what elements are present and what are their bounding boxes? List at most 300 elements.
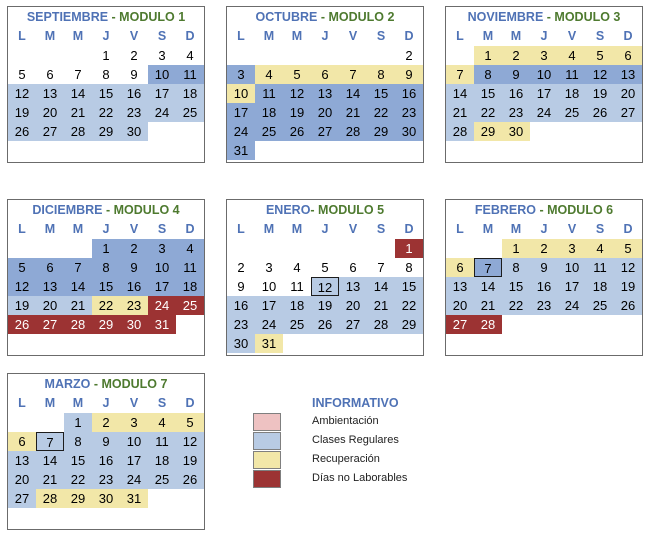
day-cell: 19: [8, 296, 36, 315]
day-cell: 16: [227, 296, 255, 315]
day-cell: 26: [8, 315, 36, 334]
day-cell: 18: [148, 451, 176, 470]
day-cell: 29: [395, 315, 423, 334]
day-cell: 17: [148, 84, 176, 103]
day-cell: 9: [130, 67, 138, 82]
day-cell: 1: [395, 239, 423, 258]
day-cell: 26: [586, 103, 614, 122]
day-cell: 21: [367, 296, 395, 315]
weekday-header: D: [623, 29, 633, 43]
day-cell: 25: [283, 315, 311, 334]
weekday-header: V: [129, 29, 139, 43]
empty-cell: [255, 46, 283, 65]
day-cell: 31: [255, 334, 283, 353]
day-cell: 14: [64, 84, 92, 103]
day-cell: 12: [8, 84, 36, 103]
calendar-noviembre: [445, 6, 643, 163]
day-cell: 19: [8, 103, 36, 122]
day-cell: 24: [255, 315, 283, 334]
day-cell: 28: [64, 122, 92, 141]
day-cell: 14: [446, 84, 474, 103]
weekday-header: J: [540, 222, 548, 236]
calendar-title: NOVIEMBRE - MODULO 3: [467, 10, 621, 24]
day-cell: 13: [8, 451, 36, 470]
day-cell: 12: [586, 65, 614, 84]
day-cell: 22: [474, 103, 502, 122]
day-cell: 26: [614, 296, 642, 315]
day-cell: 19: [176, 451, 204, 470]
day-cell: 11: [255, 84, 283, 103]
empty-cell: [36, 413, 64, 432]
day-cell: 25: [255, 122, 283, 141]
day-cell: 5: [18, 67, 26, 82]
day-cell: 23: [92, 470, 120, 489]
day-cell: 12: [311, 277, 339, 296]
day-cell: 23: [530, 296, 558, 315]
empty-cell: [367, 46, 395, 65]
empty-cell: [255, 239, 283, 258]
empty-cell: [446, 239, 474, 258]
day-cell: 13: [339, 277, 367, 296]
calendar-febrero: [445, 199, 643, 356]
day-cell: 16: [502, 84, 530, 103]
weekday-header: V: [129, 396, 139, 410]
weekday-header: L: [237, 222, 245, 236]
day-cell: 22: [92, 296, 120, 315]
weekday-header: S: [157, 396, 167, 410]
calendar-septiembre: [7, 6, 205, 163]
day-cell: 5: [8, 258, 36, 277]
day-cell: 30: [227, 334, 255, 353]
day-cell: 14: [339, 84, 367, 103]
day-cell: 23: [227, 315, 255, 334]
weekday-header: J: [321, 222, 329, 236]
day-cell: 27: [614, 103, 642, 122]
day-cell: 10: [148, 65, 176, 84]
day-cell: 13: [446, 277, 474, 296]
legend-swatch: [253, 451, 281, 469]
day-cell: 9: [502, 65, 530, 84]
day-cell: 30: [120, 122, 148, 141]
empty-cell: [8, 46, 36, 65]
day-cell: 21: [446, 103, 474, 122]
weekday-header: L: [18, 29, 26, 43]
day-cell: 9: [395, 65, 423, 84]
empty-cell: [148, 122, 176, 141]
day-cell: 15: [367, 84, 395, 103]
day-cell: 18: [255, 103, 283, 122]
empty-cell: [283, 46, 311, 65]
day-cell: 20: [8, 470, 36, 489]
empty-cell: [446, 46, 474, 65]
weekday-header: S: [376, 29, 386, 43]
day-cell: 13: [36, 277, 64, 296]
empty-cell: [36, 239, 64, 258]
calendar-grid: [8, 394, 204, 508]
legend-swatch: [253, 470, 281, 488]
day-cell: 15: [64, 451, 92, 470]
day-cell: 4: [186, 48, 194, 63]
day-cell: 9: [237, 279, 245, 294]
day-cell: 18: [176, 84, 204, 103]
weekday-header: J: [102, 29, 110, 43]
day-cell: 8: [64, 432, 92, 451]
empty-cell: [227, 239, 255, 258]
legend-title: INFORMATIVO: [312, 396, 399, 410]
day-cell: 22: [502, 296, 530, 315]
day-cell: 16: [530, 277, 558, 296]
day-cell: 7: [74, 67, 82, 82]
day-cell: 17: [148, 277, 176, 296]
weekday-header: M: [72, 396, 84, 410]
weekday-header: M: [72, 29, 84, 43]
day-cell: 4: [255, 65, 283, 84]
day-cell: 26: [311, 315, 339, 334]
day-cell: 19: [586, 84, 614, 103]
day-cell: 20: [339, 296, 367, 315]
day-cell: 23: [395, 103, 423, 122]
day-cell: 24: [120, 470, 148, 489]
day-cell: 5: [176, 413, 204, 432]
day-cell: 16: [120, 277, 148, 296]
day-cell: 2: [502, 46, 530, 65]
legend-label: Clases Regulares: [312, 434, 399, 446]
day-cell: 8: [92, 258, 120, 277]
calendar-grid: [446, 27, 642, 141]
day-cell: 6: [36, 258, 64, 277]
weekday-header: S: [595, 29, 605, 43]
weekday-header: S: [376, 222, 386, 236]
day-cell: 25: [176, 296, 204, 315]
weekday-header: L: [237, 29, 245, 43]
empty-cell: [176, 122, 204, 141]
weekday-header: M: [291, 222, 303, 236]
day-cell: 20: [446, 296, 474, 315]
day-cell: 25: [176, 103, 204, 122]
day-cell: 4: [148, 413, 176, 432]
weekday-header: V: [567, 29, 577, 43]
day-cell: 23: [120, 296, 148, 315]
day-cell: 17: [227, 103, 255, 122]
day-cell: 10: [120, 432, 148, 451]
day-cell: 12: [283, 84, 311, 103]
empty-cell: [558, 122, 586, 141]
day-cell: 28: [474, 315, 502, 334]
day-cell: 23: [502, 103, 530, 122]
day-cell: 30: [92, 489, 120, 508]
weekday-header: D: [185, 396, 195, 410]
calendar-title: MARZO - MODULO 7: [44, 377, 168, 391]
calendar-grid: [446, 220, 642, 334]
day-cell: 15: [92, 277, 120, 296]
empty-cell: [558, 315, 586, 334]
calendar-grid: [8, 220, 204, 334]
day-cell: 12: [614, 258, 642, 277]
day-cell: 29: [367, 122, 395, 141]
empty-cell: [8, 413, 36, 432]
day-cell: 14: [474, 277, 502, 296]
empty-cell: [339, 239, 367, 258]
day-cell: 3: [265, 260, 273, 275]
calendar-grid: [8, 27, 204, 141]
empty-cell: [586, 315, 614, 334]
day-cell: 8: [102, 67, 110, 82]
day-cell: 28: [339, 122, 367, 141]
empty-cell: [614, 315, 642, 334]
day-cell: 1: [102, 48, 110, 63]
day-cell: 4: [293, 260, 301, 275]
day-cell: 29: [64, 489, 92, 508]
day-cell: 3: [227, 65, 255, 84]
day-cell: 6: [614, 46, 642, 65]
day-cell: 29: [92, 122, 120, 141]
weekday-header: M: [263, 222, 275, 236]
day-cell: 15: [502, 277, 530, 296]
empty-cell: [395, 334, 423, 353]
day-cell: 4: [558, 46, 586, 65]
empty-cell: [502, 315, 530, 334]
empty-cell: [283, 239, 311, 258]
day-cell: 21: [64, 296, 92, 315]
day-cell: 5: [614, 239, 642, 258]
empty-cell: [339, 334, 367, 353]
day-cell: 20: [311, 103, 339, 122]
day-cell: 11: [148, 432, 176, 451]
day-cell: 31: [227, 141, 255, 160]
calendar-grid: [227, 27, 423, 160]
legend-swatch: [253, 413, 281, 431]
weekday-header: L: [456, 222, 464, 236]
day-cell: 17: [558, 277, 586, 296]
day-cell: 25: [148, 470, 176, 489]
day-cell: 7: [36, 432, 64, 451]
calendar-grid: [227, 220, 423, 353]
day-cell: 16: [395, 84, 423, 103]
weekday-header: J: [102, 222, 110, 236]
day-cell: 7: [339, 65, 367, 84]
empty-cell: [64, 46, 92, 65]
day-cell: 17: [530, 84, 558, 103]
day-cell: 3: [158, 48, 166, 63]
weekday-header: M: [263, 29, 275, 43]
day-cell: 26: [283, 122, 311, 141]
empty-cell: [176, 315, 204, 334]
day-cell: 30: [502, 122, 530, 141]
weekday-header: V: [129, 222, 139, 236]
day-cell: 10: [148, 258, 176, 277]
calendar-enero: [226, 199, 424, 356]
day-cell: 22: [367, 103, 395, 122]
day-cell: 15: [474, 84, 502, 103]
day-cell: 13: [36, 84, 64, 103]
day-cell: 7: [446, 65, 474, 84]
weekday-header: L: [18, 222, 26, 236]
day-cell: 21: [474, 296, 502, 315]
empty-cell: [395, 141, 423, 160]
weekday-header: V: [348, 29, 358, 43]
day-cell: 9: [530, 258, 558, 277]
day-cell: 22: [395, 296, 423, 315]
day-cell: 6: [46, 67, 54, 82]
calendar-title: OCTUBRE - MODULO 2: [255, 10, 395, 24]
day-cell: 15: [92, 84, 120, 103]
day-cell: 10: [530, 65, 558, 84]
day-cell: 19: [311, 296, 339, 315]
day-cell: 5: [586, 46, 614, 65]
legend-swatch: [253, 432, 281, 450]
empty-cell: [64, 239, 92, 258]
day-cell: 11: [176, 258, 204, 277]
day-cell: 28: [446, 122, 474, 141]
legend-label: Ambientación: [312, 415, 379, 427]
empty-cell: [474, 239, 502, 258]
day-cell: 18: [586, 277, 614, 296]
calendar-title: SEPTIEMBRE - MODULO 1: [26, 10, 186, 24]
day-cell: 6: [8, 432, 36, 451]
day-cell: 22: [64, 470, 92, 489]
day-cell: 10: [558, 258, 586, 277]
day-cell: 11: [586, 258, 614, 277]
day-cell: 5: [283, 65, 311, 84]
empty-cell: [614, 122, 642, 141]
day-cell: 18: [176, 277, 204, 296]
day-cell: 12: [8, 277, 36, 296]
empty-cell: [367, 334, 395, 353]
weekday-header: M: [510, 222, 522, 236]
day-cell: 25: [558, 103, 586, 122]
day-cell: 4: [176, 239, 204, 258]
day-cell: 1: [92, 239, 120, 258]
calendar-marzo: [7, 373, 205, 530]
weekday-header: M: [44, 396, 56, 410]
weekday-header: D: [185, 222, 195, 236]
day-cell: 15: [395, 277, 423, 296]
day-cell: 1: [64, 413, 92, 432]
empty-cell: [227, 46, 255, 65]
day-cell: 8: [474, 65, 502, 84]
day-cell: 23: [120, 103, 148, 122]
empty-cell: [367, 141, 395, 160]
empty-cell: [148, 489, 176, 508]
empty-cell: [339, 46, 367, 65]
day-cell: 24: [530, 103, 558, 122]
day-cell: 12: [176, 432, 204, 451]
empty-cell: [176, 489, 204, 508]
day-cell: 16: [92, 451, 120, 470]
day-cell: 21: [64, 103, 92, 122]
day-cell: 31: [120, 489, 148, 508]
weekday-header: J: [102, 396, 110, 410]
day-cell: 20: [36, 103, 64, 122]
legend-label: Recuperación: [312, 453, 380, 465]
day-cell: 7: [377, 260, 385, 275]
day-cell: 27: [446, 315, 474, 334]
empty-cell: [586, 122, 614, 141]
legend-label: Días no Laborables: [312, 472, 408, 484]
weekday-header: M: [44, 222, 56, 236]
day-cell: 25: [586, 296, 614, 315]
day-cell: 18: [283, 296, 311, 315]
day-cell: 27: [36, 122, 64, 141]
day-cell: 2: [530, 239, 558, 258]
day-cell: 24: [148, 103, 176, 122]
day-cell: 2: [120, 239, 148, 258]
calendar-title: ENERO- MODULO 5: [265, 203, 385, 217]
empty-cell: [339, 141, 367, 160]
weekday-header: M: [510, 29, 522, 43]
day-cell: 30: [395, 122, 423, 141]
weekday-header: J: [321, 29, 329, 43]
weekday-header: J: [540, 29, 548, 43]
day-cell: 29: [92, 315, 120, 334]
day-cell: 28: [64, 315, 92, 334]
day-cell: 19: [614, 277, 642, 296]
day-cell: 21: [339, 103, 367, 122]
weekday-header: V: [348, 222, 358, 236]
day-cell: 22: [92, 103, 120, 122]
day-cell: 27: [36, 315, 64, 334]
calendar-title: DICIEMBRE - MODULO 4: [32, 203, 180, 217]
day-cell: 18: [558, 84, 586, 103]
day-cell: 4: [586, 239, 614, 258]
day-cell: 26: [176, 470, 204, 489]
weekday-header: S: [157, 29, 167, 43]
empty-cell: [8, 239, 36, 258]
day-cell: 7: [64, 258, 92, 277]
day-cell: 3: [120, 413, 148, 432]
weekday-header: V: [567, 222, 577, 236]
calendar-title: FEBRERO - MODULO 6: [474, 203, 614, 217]
day-cell: 11: [558, 65, 586, 84]
day-cell: 20: [36, 296, 64, 315]
day-cell: 28: [36, 489, 64, 508]
empty-cell: [311, 239, 339, 258]
empty-cell: [311, 141, 339, 160]
day-cell: 6: [349, 260, 357, 275]
day-cell: 17: [120, 451, 148, 470]
day-cell: 30: [120, 315, 148, 334]
empty-cell: [530, 315, 558, 334]
day-cell: 29: [474, 122, 502, 141]
empty-cell: [283, 334, 311, 353]
calendar-octubre: [226, 6, 424, 163]
day-cell: 5: [321, 260, 329, 275]
empty-cell: [367, 239, 395, 258]
day-cell: 28: [367, 315, 395, 334]
day-cell: 8: [405, 260, 413, 275]
day-cell: 11: [176, 65, 204, 84]
weekday-header: D: [404, 29, 414, 43]
day-cell: 3: [558, 239, 586, 258]
day-cell: 3: [530, 46, 558, 65]
day-cell: 14: [36, 451, 64, 470]
weekday-header: D: [185, 29, 195, 43]
weekday-header: M: [72, 222, 84, 236]
day-cell: 24: [148, 296, 176, 315]
day-cell: 27: [8, 489, 36, 508]
weekday-header: S: [157, 222, 167, 236]
day-cell: 24: [558, 296, 586, 315]
day-cell: 26: [8, 122, 36, 141]
day-cell: 9: [120, 258, 148, 277]
day-cell: 6: [446, 258, 474, 277]
weekday-header: S: [595, 222, 605, 236]
day-cell: 27: [339, 315, 367, 334]
day-cell: 2: [130, 48, 138, 63]
weekday-header: L: [456, 29, 464, 43]
day-cell: 27: [311, 122, 339, 141]
day-cell: 8: [367, 65, 395, 84]
